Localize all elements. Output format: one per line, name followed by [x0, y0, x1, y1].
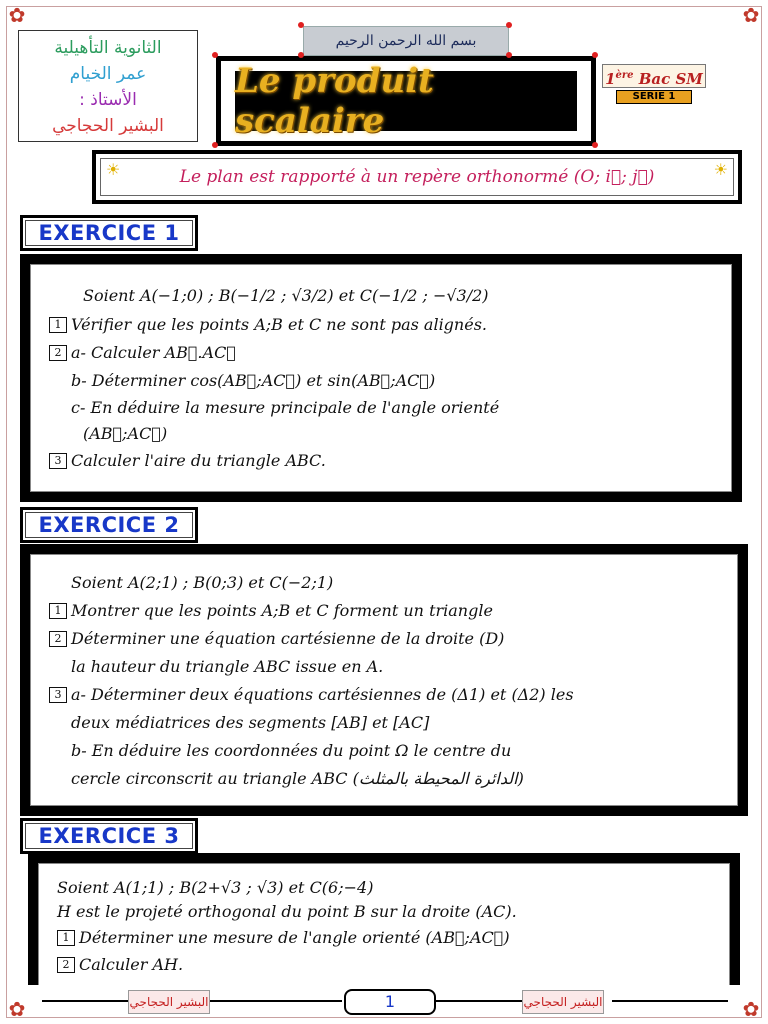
exercise-line: b- En déduire les coordonnées du point Ω le centre du — [71, 741, 512, 760]
exercise-line: deux médiatrices des segments [AB] et [AC] — [71, 713, 430, 732]
exercise-2-label — [20, 507, 198, 543]
school-name: الثانوية التأهيلية — [54, 38, 162, 58]
exercise-line: Soient A(1;1) ; B(2+√3 ; √3) et C(6;−4) — [57, 878, 374, 897]
question-number: 2 — [49, 631, 67, 647]
exercise-3-body — [38, 863, 730, 985]
question-text: a- Déterminer deux équations cartésiennes de (Δ1) et (Δ2) les — [71, 685, 574, 704]
question-text: Déterminer une équation cartésienne de la droite (D) — [71, 629, 505, 648]
exercise-line: (AB⃗;AC⃗) — [83, 424, 168, 443]
exercise-1-body — [30, 264, 732, 492]
exercise-line: Soient A(2;1) ; B(0;3) et C(−2;1) — [71, 573, 334, 592]
exercise-2-body — [30, 554, 738, 806]
question-text: Calculer l'aire du triangle ABC. — [71, 451, 326, 470]
question-number: 2 — [49, 345, 67, 361]
corner-ornament-icon: ✿ — [8, 997, 26, 1021]
selection-handle-icon — [298, 22, 304, 28]
teacher-name: البشير الحجاجي — [52, 116, 164, 136]
selection-handle-icon — [212, 52, 218, 58]
exercise-3-title: EXERCICE 3 — [38, 824, 180, 848]
selection-handle-icon — [592, 52, 598, 58]
exercise-line — [49, 681, 719, 709]
selection-handle-icon — [298, 52, 304, 58]
lightbulb-icon: ☀ — [106, 160, 121, 179]
question-number: 3 — [49, 453, 67, 469]
title-frame — [216, 56, 596, 146]
exercise-1-frame — [20, 254, 742, 502]
exercise-3-label-inner — [25, 823, 193, 849]
selection-handle-icon — [212, 142, 218, 148]
footer-ornament — [210, 1000, 342, 1002]
exercise-line: la hauteur du triangle ABC issue en A. — [71, 657, 384, 676]
exercise-line — [49, 447, 713, 475]
question-text: Montrer que les points A;B et C forment un triangle — [71, 601, 493, 620]
question-text: Vérifier que les points A;B et C ne sont pas alignés. — [71, 315, 487, 334]
exercise-line: Soient A(−1;0) ; B(−1/2 ; √3/2) et C(−1/2 ; −√3/2) — [83, 286, 489, 305]
level-track: Bac SM — [633, 70, 703, 88]
plane-statement-box — [92, 150, 742, 204]
corner-ornament-icon: ✿ — [742, 3, 760, 27]
question-text: Déterminer une mesure de l'angle orienté (AB⃗;AC⃗) — [79, 928, 510, 947]
page-title: Le produit scalaire — [235, 61, 434, 141]
question-number: 1 — [49, 317, 67, 333]
teacher-label: الأستاذ : — [79, 90, 137, 110]
footer-ornament — [436, 1000, 522, 1002]
exercise-line: c- En déduire la mesure principale de l'angle orienté — [71, 398, 500, 417]
exercise-line — [57, 952, 711, 978]
exercise-line — [49, 311, 713, 339]
plane-statement: Le plan est rapporté à un repère orthonormé (O; i⃗; j⃗) — [179, 167, 655, 187]
question-number: 1 — [57, 930, 75, 946]
page-number: 1 — [344, 989, 436, 1015]
exercise-line — [49, 625, 719, 653]
selection-handle-icon — [592, 142, 598, 148]
basmala-banner: بسم الله الرحمن الرحيم — [303, 26, 509, 56]
question-text: Calculer AH. — [79, 955, 184, 974]
level-number: 1 — [605, 70, 616, 88]
exercise-3-label — [20, 818, 198, 854]
exercise-3-frame — [28, 853, 740, 985]
question-number: 1 — [49, 603, 67, 619]
exercise-line: b- Déterminer cos(AB⃗;AC⃗) et sin(AB⃗;AC⃗) — [71, 371, 436, 390]
footer-signature-right: البشير الحجاجي — [522, 990, 604, 1014]
exercise-2-label-inner — [25, 512, 193, 538]
selection-handle-icon — [506, 52, 512, 58]
exercise-1-title: EXERCICE 1 — [38, 221, 180, 245]
exercise-line: cercle circonscrit au triangle ABC (الدائرة المحيطة بالمثلث) — [71, 769, 524, 788]
serie-badge: SERIE 1 — [616, 90, 692, 104]
corner-ornament-icon: ✿ — [8, 3, 26, 27]
author-box — [18, 30, 198, 142]
level-badge — [602, 64, 706, 88]
exercise-1-label-inner — [25, 220, 193, 246]
exercise-line — [49, 597, 719, 625]
exercise-line — [49, 339, 713, 367]
question-text: a- Calculer AB⃗.AC⃗ — [71, 343, 236, 362]
footer-ornament — [42, 1000, 128, 1002]
exercise-2-title: EXERCICE 2 — [38, 513, 180, 537]
question-number: 2 — [57, 957, 75, 973]
plane-statement-inner — [100, 158, 734, 196]
exercise-2-frame — [20, 544, 748, 816]
title-banner — [235, 61, 577, 141]
school-subname: عمر الخيام — [69, 64, 147, 84]
selection-handle-icon — [506, 22, 512, 28]
exercise-1-label — [20, 215, 198, 251]
footer-signature-left: البشير الحجاجي — [128, 990, 210, 1014]
footer-ornament — [612, 1000, 728, 1002]
level-ordinal: ère — [615, 70, 634, 81]
lightbulb-icon: ☀ — [713, 160, 728, 179]
exercise-line — [57, 924, 711, 952]
exercise-line: H est le projeté orthogonal du point B sur la droite (AC). — [57, 902, 517, 921]
question-number: 3 — [49, 687, 67, 703]
corner-ornament-icon: ✿ — [742, 997, 760, 1021]
